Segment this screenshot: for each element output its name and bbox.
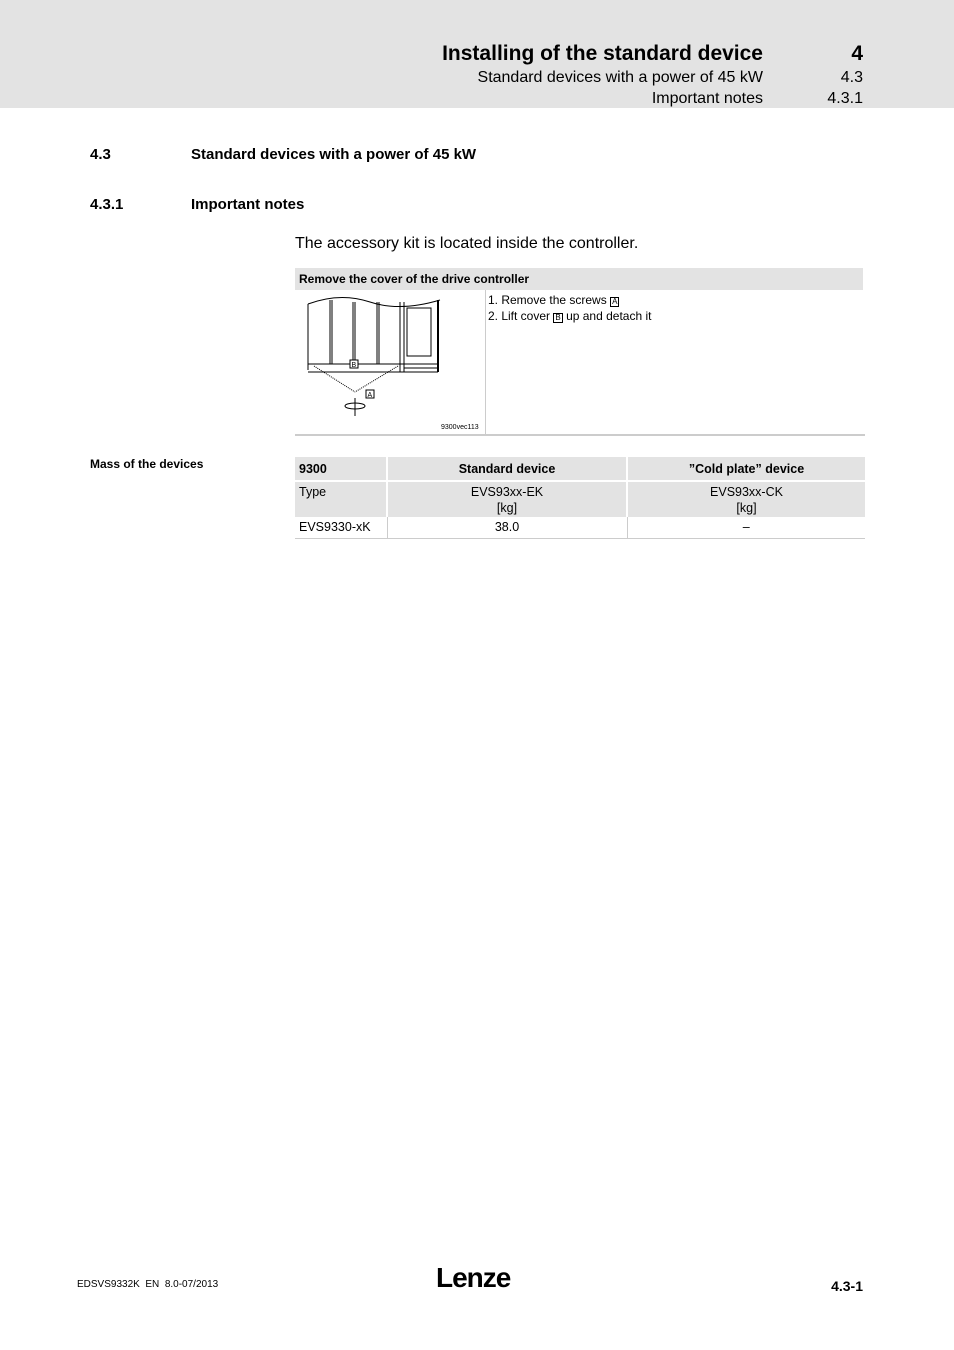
unit: [kg] — [736, 500, 757, 515]
header-sub2: Important notes — [651, 90, 763, 107]
header-title: Installing of the standard device — [442, 42, 763, 65]
table-row — [295, 517, 865, 538]
figure-label: 9300vec113 — [441, 424, 479, 431]
subsection-number: 4.3.1 — [90, 196, 124, 213]
step-text: 1. Remove the screws — [488, 293, 607, 307]
cell: EVS9330-xK — [295, 517, 387, 538]
step-text-after: up and detach it — [566, 309, 652, 323]
cover-box-title: Remove the cover of the drive controller — [299, 272, 530, 286]
marker-a: A — [612, 297, 618, 306]
header-cell: 9300 — [295, 457, 387, 481]
footer-doc: EDSVS9332K EN 8.0-07/2013 — [77, 1279, 219, 1290]
cell — [627, 481, 865, 517]
lenze-logo: Lenze — [436, 1262, 511, 1293]
mass-label: Mass of the devices — [90, 457, 204, 471]
marker-b: B — [555, 313, 561, 322]
page-number: 4.3-1 — [831, 1278, 863, 1294]
mass-table — [295, 457, 865, 539]
step-2 — [488, 309, 651, 323]
cell: Type — [295, 481, 387, 517]
figure-marker-b: B — [351, 362, 357, 369]
cell: – — [742, 520, 750, 535]
header-cell: Standard device — [387, 457, 627, 481]
cell: 38.0 — [387, 517, 627, 538]
divider — [295, 434, 865, 436]
divider — [485, 290, 486, 434]
header-chapter: 4 — [851, 42, 863, 65]
header-sub2-num: 4.3.1 — [827, 90, 863, 107]
table-row — [295, 481, 865, 517]
cover-removal-figure — [300, 294, 450, 419]
header-sub1: Standard devices with a power of 45 kW — [477, 69, 763, 86]
type-value: EVS93xx-EK — [470, 484, 544, 499]
header-sub1-num: 4.3 — [840, 69, 863, 86]
header-cell: ”Cold plate” device — [688, 461, 805, 476]
figure-marker-a: A — [367, 392, 373, 399]
step-1 — [488, 293, 619, 307]
step-text: 2. Lift cover — [488, 309, 551, 323]
section-title: Standard devices with a power of 45 kW — [191, 146, 477, 163]
intro-text: The accessory kit is located inside the controller. — [295, 235, 639, 252]
unit: [kg] — [496, 500, 518, 515]
type-value: EVS93xx-CK — [710, 484, 783, 499]
subsection-title: Important notes — [191, 196, 305, 213]
section-number: 4.3 — [90, 146, 111, 163]
cell — [387, 481, 627, 517]
table-header-row — [295, 457, 865, 481]
